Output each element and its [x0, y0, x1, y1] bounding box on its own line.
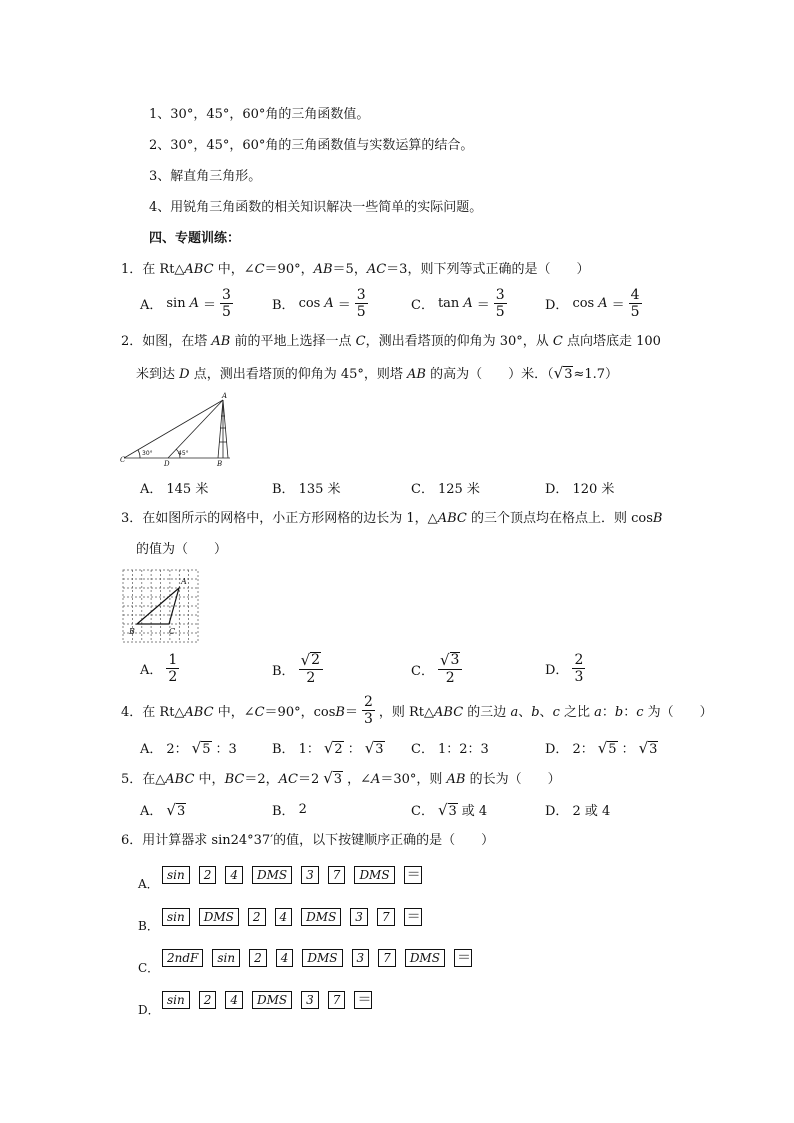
- label-d: D: [164, 460, 170, 468]
- q6-option-b[interactable]: [162, 908, 431, 926]
- key-dms: DMS: [252, 991, 292, 1009]
- key-3: 3: [352, 949, 370, 967]
- key-2: 2: [248, 908, 266, 926]
- key-7: 7: [378, 949, 396, 967]
- tower-figure: [118, 392, 236, 468]
- grid-label-c: C: [169, 627, 176, 636]
- q1-option-b[interactable]: B． cos A ＝ $\frac{3}{5}$: [272, 287, 366, 320]
- label-c: C: [120, 456, 126, 464]
- key-7: 7: [328, 866, 346, 884]
- q5-option-d[interactable]: D． 2 或 4: [545, 804, 611, 819]
- q2-option-b[interactable]: B． 135 米: [272, 482, 341, 497]
- q4-option-b[interactable]: B． 1： √ 2 ： √ 3: [272, 738, 384, 757]
- q3-option-b[interactable]: B． √ 2 2: [272, 652, 323, 686]
- key-4: 4: [275, 908, 293, 926]
- q6-label-b: B．: [138, 919, 159, 933]
- objective-2: 2、30°，45°，60°角的三角函数值与实数运算的结合。: [149, 138, 474, 153]
- label-30: 30°: [142, 450, 153, 457]
- q2-option-a[interactable]: A． 145 米: [140, 482, 209, 497]
- key-3: 3: [301, 991, 319, 1009]
- key-dms: DMS: [302, 949, 342, 967]
- q1-option-a[interactable]: A． sin A ＝ $\frac{3}{5}$: [140, 287, 231, 320]
- q6-label-c: C．: [138, 961, 160, 975]
- key-2: 2: [249, 949, 267, 967]
- q6-label-a: A．: [138, 877, 159, 891]
- key-dms: DMS: [199, 908, 239, 926]
- q6-option-a[interactable]: [162, 866, 431, 884]
- key-7: 7: [328, 991, 346, 1009]
- key-dms: DMS: [405, 949, 445, 967]
- tower-left-edge: [218, 400, 223, 458]
- q2-stem-line1: 2．如图，在塔 AB 前的平地上选择一点 C，测出看塔顶的仰角为 30°，从 C 点向塔底走 100: [121, 334, 661, 349]
- q3-option-a[interactable]: A． $\frac{1}{2}$: [140, 652, 178, 685]
- q5-option-a[interactable]: A． √ 3: [140, 800, 186, 819]
- key-sin: sin: [212, 949, 240, 967]
- label-b: B: [217, 460, 223, 468]
- q1-stem: 1．在 Rt△ABC 中，∠C＝90°，AB＝5，AC＝3，则下列等式正确的是（ ）: [121, 262, 590, 277]
- key-4: 4: [225, 866, 243, 884]
- key-4: 4: [225, 991, 243, 1009]
- q5-option-c[interactable]: C． √ 3 或 4: [411, 800, 488, 819]
- q2-option-d[interactable]: D． 120 米: [545, 482, 615, 497]
- key-4: 4: [276, 949, 294, 967]
- key-2ndf: 2ndF: [162, 949, 203, 967]
- q5-option-b[interactable]: B． 2: [272, 802, 307, 819]
- key-3: 3: [350, 908, 368, 926]
- q6-label-d: D．: [138, 1003, 160, 1017]
- angle-arc-30: [138, 450, 140, 458]
- q2-option-c[interactable]: C． 125 米: [411, 482, 480, 497]
- q5-stem: 5．在△ABC 中，BC＝2，AC＝2 √ 3 ，∠A＝30°，则 AB 的长为（ ）: [121, 768, 561, 787]
- q3-option-c[interactable]: C． √ 3 2: [411, 652, 462, 686]
- q1-option-c[interactable]: C． tan A ＝ $\frac{3}{5}$: [411, 287, 505, 320]
- key-equals: ＝: [354, 991, 372, 1009]
- q6-stem: 6．用计算器求 sin24°37′的值，以下按键顺序正确的是（ ）: [121, 833, 495, 848]
- q4-option-a[interactable]: A． 2： √ 5 ：3: [140, 738, 237, 757]
- key-sin: sin: [162, 991, 190, 1009]
- key-2: 2: [199, 866, 217, 884]
- q3-stem-line2: 的值为（ ）: [136, 542, 228, 557]
- label-45: 45°: [178, 450, 189, 457]
- q3-option-d[interactable]: D． $\frac{2}{3}$: [545, 652, 584, 685]
- key-dms: DMS: [354, 866, 394, 884]
- key-equals: ＝: [454, 949, 472, 967]
- key-2: 2: [199, 991, 217, 1009]
- key-7: 7: [377, 908, 395, 926]
- section-title: 四、专题训练：: [149, 231, 241, 246]
- tower-right-edge: [223, 400, 228, 458]
- objective-1: 1、30°，45°，60°角的三角函数值。: [149, 107, 370, 122]
- q1-option-d[interactable]: D． cos A ＝ $\frac{4}{5}$: [545, 287, 640, 320]
- label-a: A: [222, 392, 228, 400]
- key-sin: sin: [162, 866, 190, 884]
- q6-option-d[interactable]: [162, 991, 381, 1009]
- key-3: 3: [301, 866, 319, 884]
- key-dms: DMS: [252, 866, 292, 884]
- grid-label-b: B: [129, 627, 135, 636]
- grid-figure: [121, 568, 201, 644]
- q3-stem-line1: 3．在如图所示的网格中，小正方形网格的边长为 1，△ABC 的三个顶点均在格点上．则 cosB: [121, 511, 663, 526]
- q4-option-c[interactable]: C． 1：2：3: [411, 742, 489, 757]
- key-dms: DMS: [301, 908, 341, 926]
- key-equals: ＝: [404, 908, 422, 926]
- q6-option-c[interactable]: [162, 949, 481, 967]
- q4-option-d[interactable]: D． 2： √ 5 ： √ 3: [545, 738, 658, 757]
- objective-4: 4、用锐角三角函数的相关知识解决一些简单的实际问题。: [149, 200, 483, 215]
- objective-3: 3、解直角三角形。: [149, 169, 262, 184]
- sight-line-from-c: [124, 400, 223, 458]
- q2-stem-line2: 米到达 D 点，测出看塔顶的仰角为 45°，则塔 AB 的高为（ ）米．（ √ 3 ≈1.7）: [136, 364, 619, 382]
- q4-stem: 4．在 Rt△ABC 中，∠C＝90°，cosB＝ $\frac{2}{3}$ ，则 Rt△ABC 的三边 a、b、c 之比 a：b：c 为（ ）: [121, 694, 713, 727]
- key-sin: sin: [162, 908, 190, 926]
- grid-label-a: A: [181, 577, 187, 586]
- key-equals: ＝: [404, 866, 422, 884]
